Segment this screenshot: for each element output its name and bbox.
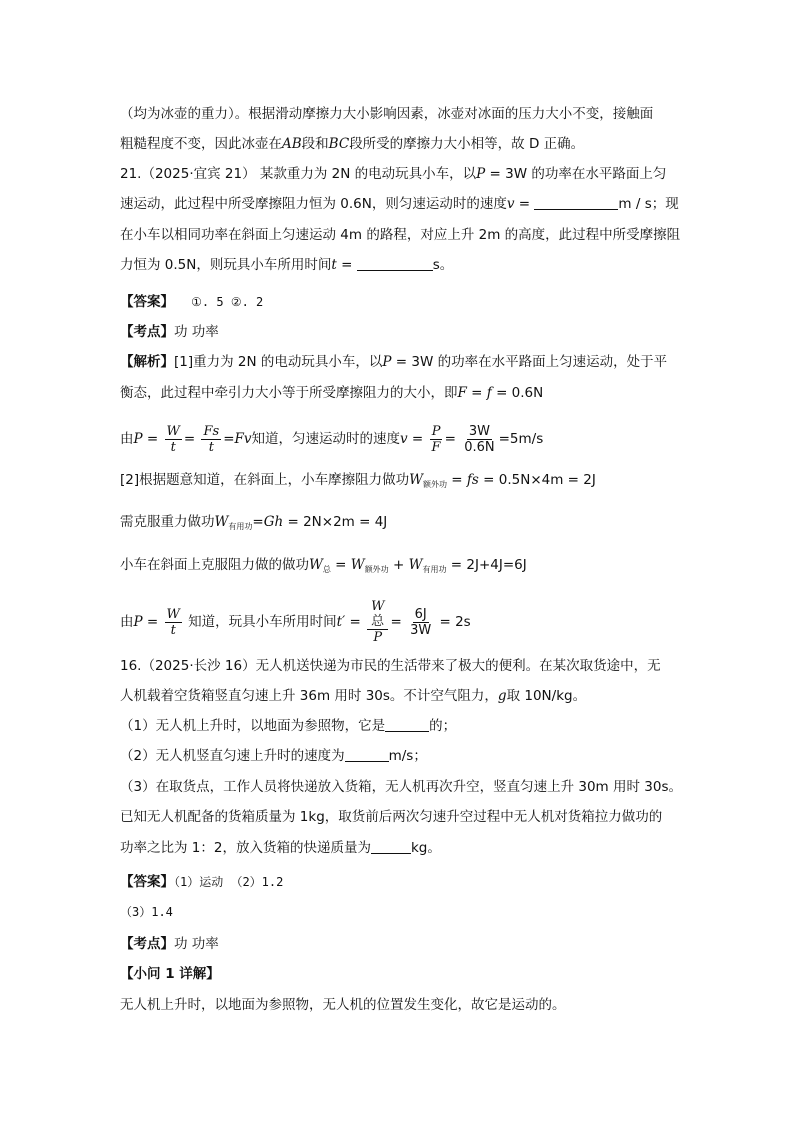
question-16-part: 已知无人机配备的货箱质量为 1kg，取货前后两次匀速升空过程中无人机对货箱拉力做功的 — [120, 809, 663, 825]
formula-line: 小车在斜面上克服阻力做的做功$W_总 = W_{额外功} + W_{有用功} = 2J+4J=6J$ — [120, 557, 527, 574]
fraction: $\frac{W}{t}$ — [166, 606, 180, 638]
question-16-part: （3）在取货点，工作人员将快递放入货箱，无人机再次升空，竖直匀速上升 30m 用时 30s。 — [120, 779, 683, 795]
formula-line: 由P = $\frac{W}{t}$ 知道，玩具小车所用时间t′ = W 总 P = $\frac{6J}{3W}$ = 2s — [120, 599, 471, 645]
answer-blank — [357, 256, 433, 271]
subquestion-heading: 【小问 1 详解】 — [120, 966, 220, 982]
answer-blank — [385, 717, 429, 732]
text-line: 粗糙程度不变，因此冰壶在AB段和BC段所受的摩擦力大小相等，故 D 正确。 — [120, 136, 585, 152]
answer-line: 【答案】 ①. 5 ②. 2 — [120, 294, 264, 310]
fraction: W 总 P — [367, 599, 388, 645]
fraction: $\frac{3W}{0.6N}$ — [464, 423, 495, 455]
question-21-stem: 速运动，此过程中所受摩擦阻力恒为 0.6N，则匀速运动时的速度v = m / s；现 — [120, 196, 679, 212]
text-line: （均为冰壶的重力）。根据滑动摩擦力大小影响因素，冰壶对冰面的压力大小不变，接触面 — [120, 106, 654, 122]
fraction: $\frac{6J}{3W}$ — [410, 606, 432, 638]
answer-line: （3）1.4 — [120, 905, 173, 919]
question-16-stem: 16.（2025·长沙 16）无人机送快递为市民的生活带来了极大的便利。在某次取货途中，无 — [120, 658, 661, 674]
question-16-part: （1）无人机上升时，以地面为参照物，它是 的； — [120, 718, 457, 734]
answer-blank — [371, 839, 411, 854]
formula-line: 由P = $\frac{W}{t}$ = $\frac{Fs}{t}$ =Fv知道，匀速运动时的速度v = $\frac{P}{F}$ = $\frac{3W}{0.6N}$ =5m/s — [120, 423, 544, 455]
formula-line: [2]根据题意知道，在斜面上，小车摩擦阻力做功$W_{额外功}$ = fs = 0.5N×4m = 2J — [120, 472, 596, 489]
formula-line: 需克服重力做功$W_{有用功}=Gh = 2N\times 2m = 4J$ — [120, 514, 388, 531]
answer-line: 【答案】（1）运动 （2）1.2 — [120, 874, 284, 890]
answer-blank — [345, 747, 389, 762]
explanation-line: 无人机上升时，以地面为参照物，无人机的位置发生变化，故它是运动的。 — [120, 997, 566, 1013]
question-16-part: 功率之比为 1：2，放入货箱的快递质量为 kg。 — [120, 840, 441, 856]
jiexi-line: 衡态，此过程中牵引力大小等于所受摩擦阻力的大小，即F = f = 0.6N — [120, 385, 544, 401]
question-16-stem: 人机载着空货箱竖直匀速上升 36m 用时 30s。不计空气阻力，g取 10N/kg。 — [120, 688, 587, 704]
kaodian-line: 【考点】功 功率 — [120, 324, 219, 340]
question-16-part: （2）无人机竖直匀速上升时的速度为 m/s； — [120, 748, 427, 764]
question-21-stem: 在小车以相同功率在斜面上匀速运动 4m 的路程，对应上升 2m 的高度，此过程中所受摩擦阻 — [120, 227, 681, 243]
fraction: $\frac{P}{F}$ — [431, 423, 441, 455]
question-21-stem: 21.（2025·宜宾 21） 某款重力为 2N 的电动玩具小车，以P = 3W 的功率在水平路面上匀 — [120, 166, 667, 182]
jiexi-line: 【解析】[1]重力为 2N 的电动玩具小车，以P = 3W 的功率在水平路面上匀速运动，处于平 — [120, 354, 668, 370]
answer-blank — [534, 195, 618, 210]
kaodian-line: 【考点】功 功率 — [120, 936, 219, 952]
fraction: $\frac{W}{t}$ — [166, 423, 180, 455]
question-21-stem: 力恒为 0.5N，则玩具小车所用时间t = s。 — [120, 257, 454, 273]
fraction: $\frac{Fs}{t}$ — [203, 423, 220, 455]
